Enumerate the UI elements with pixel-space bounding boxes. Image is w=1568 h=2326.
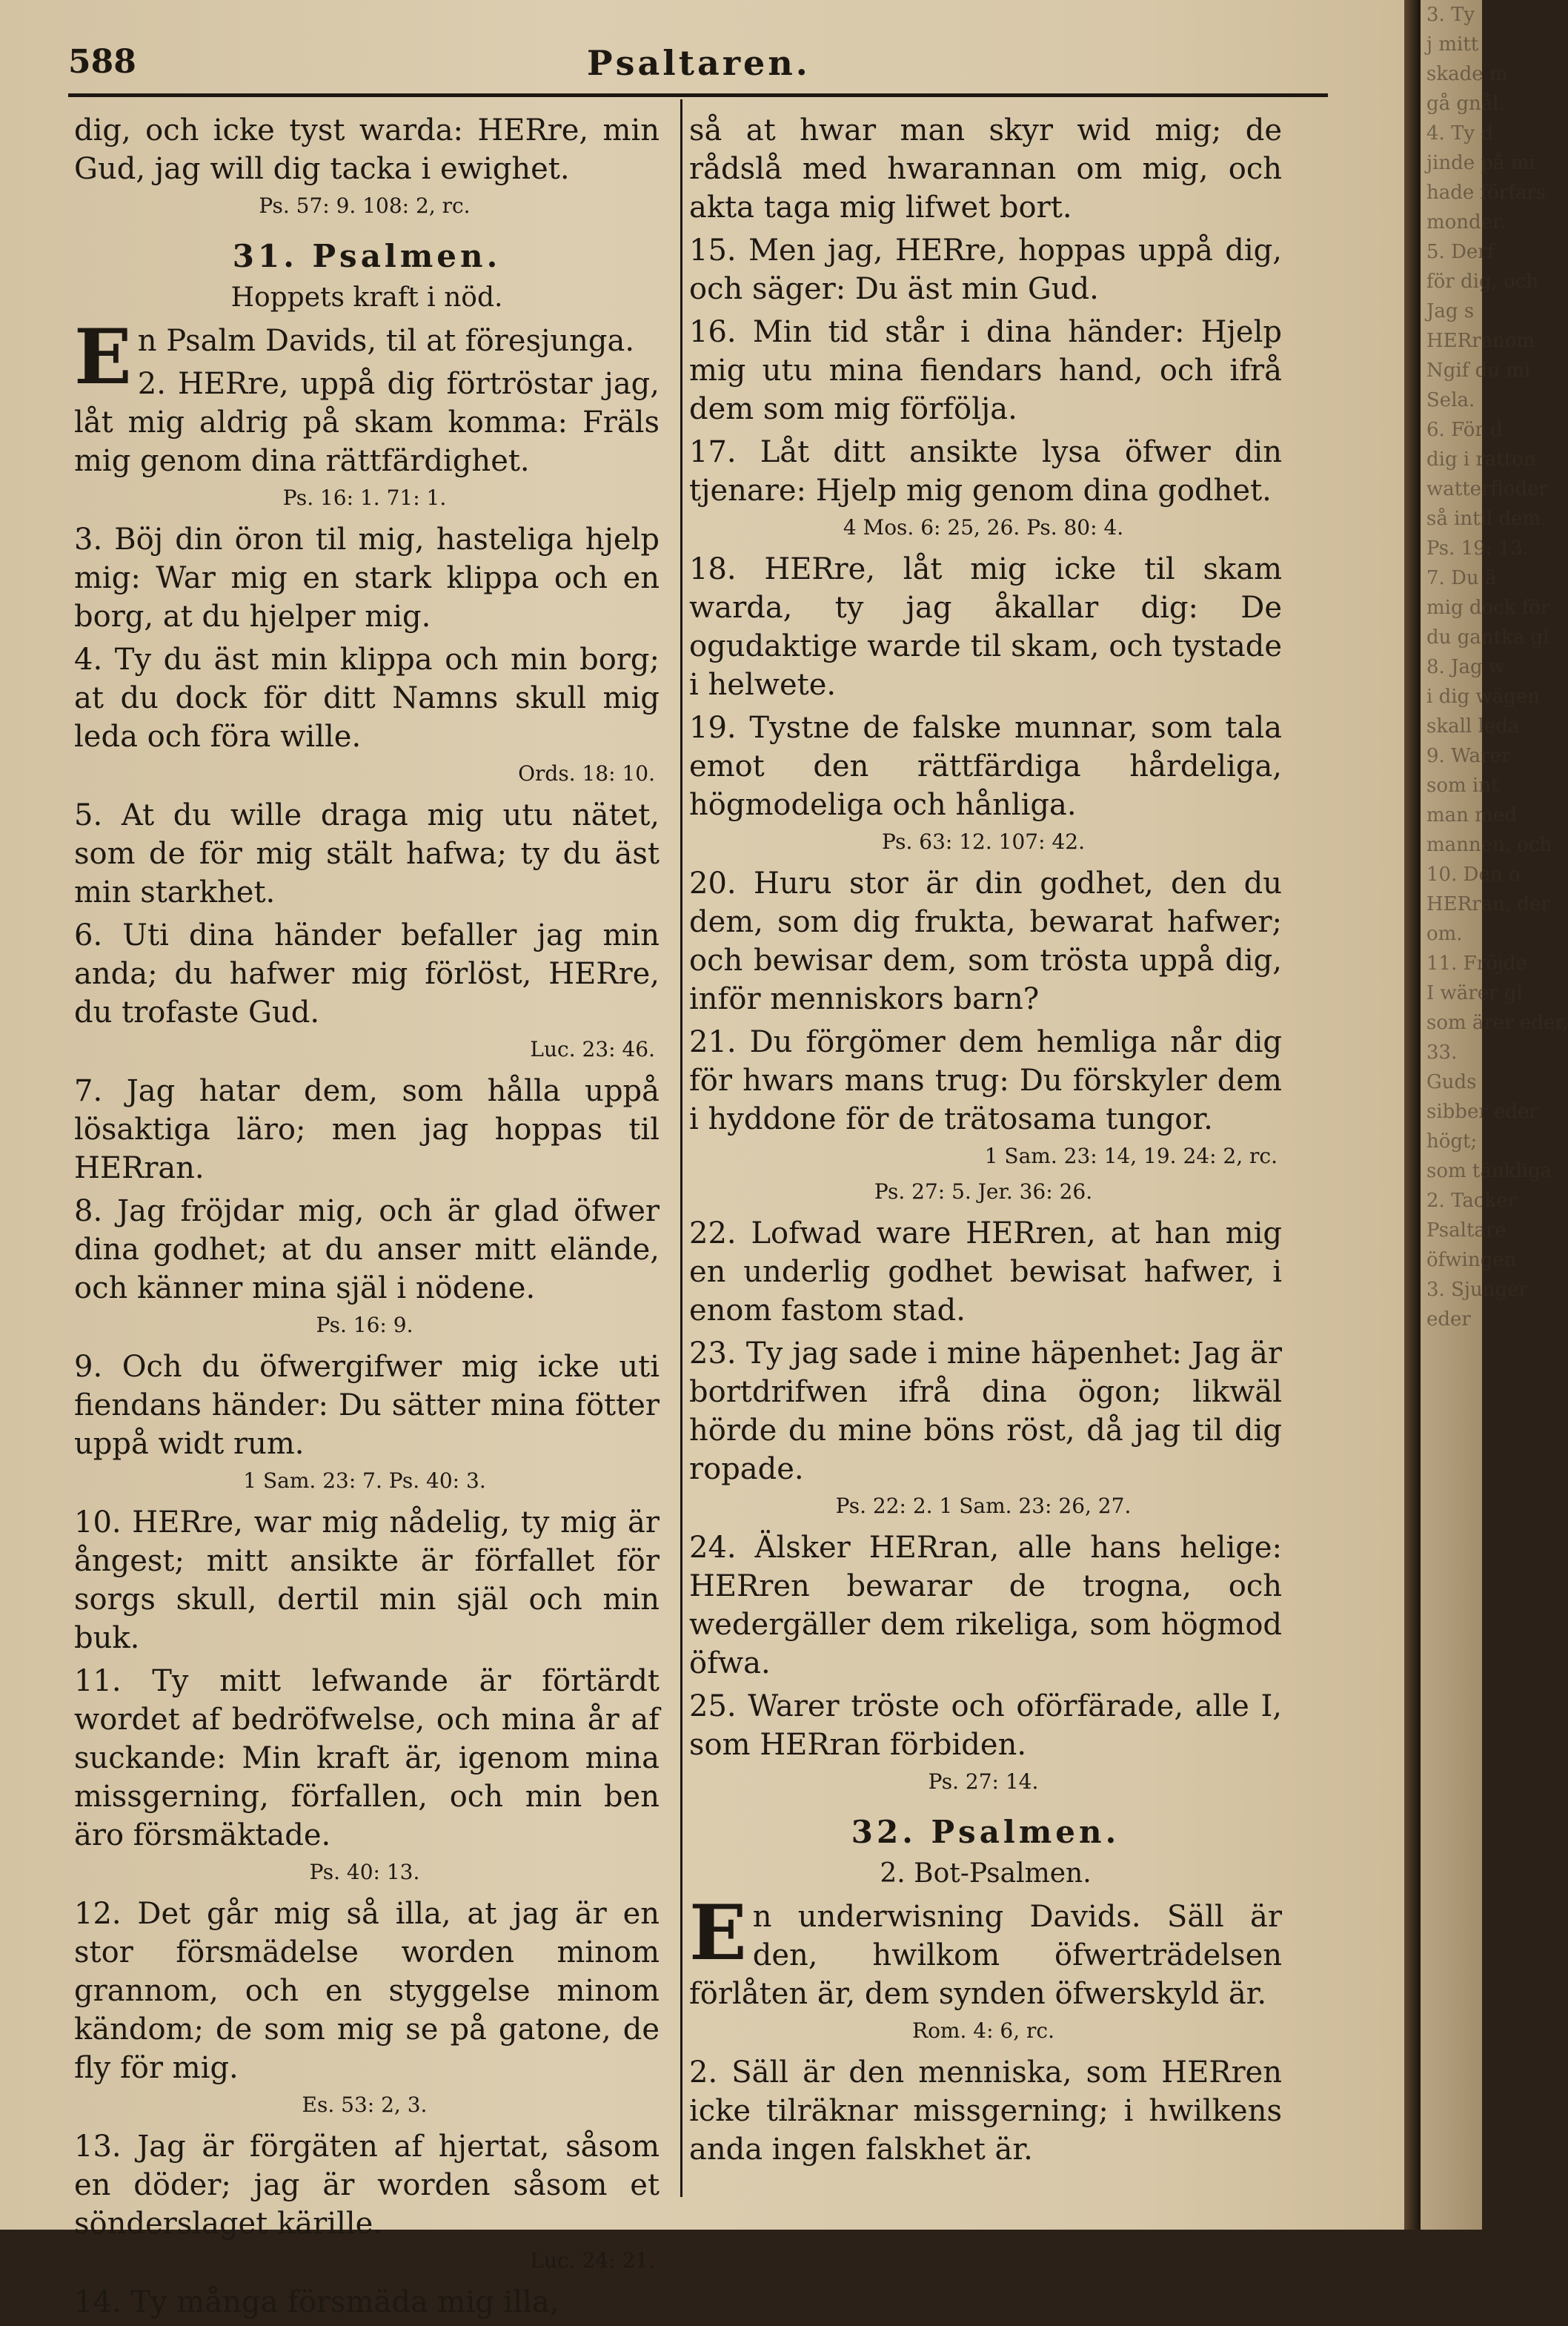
page-header <box>68 43 1328 90</box>
adjacent-page-fragment: om. <box>1426 923 1463 945</box>
column-divider <box>680 99 682 2197</box>
adjacent-page-fragment: man med <box>1426 804 1517 826</box>
adjacent-page-fragment: eder <box>1426 1308 1471 1331</box>
cross-reference: Ps. 57: 9. 108: 2, rc. <box>259 193 471 218</box>
adjacent-page-fragment: öfwingen <box>1426 1249 1517 1271</box>
verse-24: 24. Älsker HERran, alle hans helige: HERren bewarar de trogna, och wedergäller dem rikeliga, som högmod öfwa. <box>689 1531 1282 1680</box>
verse-14: 14. Ty många försmäda mig illa, <box>74 2285 559 2319</box>
adjacent-page-fragment: Psaltare <box>1426 1219 1506 1242</box>
psalm-31-intro <box>74 313 660 402</box>
adjacent-page-fragment: watterfloder <box>1426 478 1548 500</box>
drop-cap: E <box>689 1889 747 1978</box>
adjacent-page-fragment: 3. Ty <box>1426 4 1475 26</box>
book-gutter <box>1404 0 1421 2230</box>
adjacent-page-fragment: skade m <box>1426 63 1508 85</box>
adjacent-page-fragment: jinde på mi <box>1426 152 1535 174</box>
psalm-32-subtitle: 2. Bot-Psalmen. <box>880 1858 1092 1889</box>
header-rule <box>68 93 1328 97</box>
adjacent-page-fragment: gå gnål. <box>1426 93 1505 115</box>
adjacent-page-fragment: som tänkliga <box>1426 1160 1552 1182</box>
adjacent-page-fragment: 3. Sjunger <box>1426 1279 1528 1301</box>
cross-reference: Ps. 16: 9. <box>316 1313 413 1337</box>
verse-19: 19. Tystne de falske munnar, som tala emot den rättfärdiga hårdeliga, högmodeliga och hånliga. <box>689 711 1282 822</box>
intro-text: n underwisning Davids. Säll är den, hwilkom öfwerträdelsen förlåten är, dem synden öfwerskyld är. <box>689 1900 1282 2011</box>
verse-20: 20. Huru stor är din godhet, den du dem, som dig frukta, bewarat hafwer; och bewisar dem, som trösta uppå dig, inför menniskors barn? <box>689 867 1282 1016</box>
psalm-32-title: 32. Psalmen. <box>851 1814 1120 1850</box>
adjacent-page-fragment: monder. <box>1426 211 1506 233</box>
running-title: Psaltaren. <box>587 43 811 83</box>
adjacent-page-fragment: I wärer gl <box>1426 982 1523 1004</box>
adjacent-page-fragment: 7. Du ä <box>1426 567 1497 589</box>
cross-reference: Ps. 22: 2. 1 Sam. 23: 26, 27. <box>835 1494 1132 1518</box>
adjacent-page-fragment: så intil dem. <box>1426 508 1547 530</box>
drop-cap: E <box>74 313 132 402</box>
adjacent-page-fragment: hade förfars <box>1426 182 1547 204</box>
verse-22: 22. Lofwad ware HERren, at han mig en underlig godhet bewisat hafwer, i enom fastom stad. <box>689 1216 1282 1328</box>
verse-6: 6. Uti dina händer befaller jag min anda; du hafwer mig förlöst, HERre, du trofaste Gud. <box>74 918 660 1030</box>
verse-13: 13. Jag är förgäten af hjertat, såsom en döder; jag är worden såsom et sönderslaget kärille. <box>74 2130 660 2241</box>
adjacent-page-fragment: j mitt <box>1426 33 1479 56</box>
cross-reference: Luc. 23: 46. <box>530 1037 655 1061</box>
adjacent-page-fragment: dig i ratton <box>1426 448 1536 471</box>
adjacent-page-fragment: Ps. 19: 13. <box>1426 537 1529 560</box>
verse-25: 25. Warer tröste och oförfärade, alle I, som HERran förbiden. <box>689 1689 1282 1762</box>
adjacent-page-text <box>1421 0 1568 1334</box>
cross-reference: 4 Mos. 6: 25, 26. Ps. 80: 4. <box>843 515 1124 540</box>
verse-11: 11. Ty mitt lefwande är förtärdt wordet af bedröfwelse, och mina år af suckande: Min kraft är, igenom mina missgerning, förfallen, och min ben äro försmäktade. <box>74 1664 660 1852</box>
cross-reference: Ps. 40: 13. <box>309 1860 420 1884</box>
cross-reference: Ps. 27: 14. <box>928 1769 1039 1794</box>
adjacent-page-fragment: 6. För d <box>1426 419 1503 441</box>
verse-23: 23. Ty jag sade i mine häpenhet: Jag är bortdrifwen ifrå dina ögon; likwäl hörde du mine böns röst, då jag til dig ropade. <box>689 1336 1282 1486</box>
adjacent-page-fragment: 4. Ty d <box>1426 122 1494 145</box>
adjacent-page-fragment: 10. Den o <box>1426 864 1521 886</box>
adjacent-page-fragment: du gantka gl <box>1426 626 1549 649</box>
verse-17: 17. Låt ditt ansikte lysa öfwer din tjenare: Hjelp mig genom dina godhet. <box>689 435 1282 508</box>
adjacent-page-edge <box>1421 0 1568 2230</box>
adjacent-page-fragment: i dig wägen <box>1426 686 1540 708</box>
page-number: 588 <box>68 43 136 81</box>
verse-3: 3. Böj din öron til mig, hasteliga hjelp mig: War mig en stark klippa och en borg, at du hjelper mig. <box>74 523 660 634</box>
intro-text: n Psalm Davids, til at föresjunga. <box>137 324 635 358</box>
verse-5: 5. At du wille draga mig utu nätet, som de för mig stält hafwa; ty du äst min starkhet. <box>74 798 660 909</box>
verse-9: 9. Och du öfwergifwer mig icke uti fiendans händer: Du sätter mina fötter uppå widt rum. <box>74 1350 660 1461</box>
cross-reference: Ords. 18: 10. <box>518 761 655 786</box>
adjacent-page-fragment: mannen, och <box>1426 834 1552 856</box>
verse-21: 21. Du förgömer dem hemliga når dig för hwars mans trug: Du förskyler dem i hyddone för de trätosama tungor. <box>689 1025 1282 1136</box>
cross-reference: Ps. 63: 12. 107: 42. <box>882 829 1085 854</box>
adjacent-page-fragment: 9. Warer <box>1426 745 1511 767</box>
verse-16: 16. Min tid står i dina händer: Hjelp mig utu mina fiendars hand, och ifrå dem som mig förfölja. <box>689 315 1282 426</box>
left-column <box>74 111 660 2326</box>
cross-reference: 1 Sam. 23: 7. Ps. 40: 3. <box>243 1468 486 1493</box>
adjacent-page-fragment: mig dock för <box>1426 597 1550 619</box>
adjacent-page-fragment: 11. Fröjde <box>1426 952 1527 975</box>
adjacent-page-fragment: 8. Jag w <box>1426 656 1506 678</box>
adjacent-page-fragment: 33. <box>1426 1041 1458 1064</box>
verse-4: 4. Ty du äst min klippa och min borg; at du dock för ditt Namns skull mig leda och föra wille. <box>74 643 660 754</box>
verse-15: 15. Men jag, HERre, hoppas uppå dig, och säger: Du äst min Gud. <box>689 233 1282 306</box>
cross-reference: Ps. 16: 1. 71: 1. <box>282 486 447 510</box>
cross-reference: Rom. 4: 6, rc. <box>911 2018 1055 2043</box>
adjacent-page-fragment: 5. Derf <box>1426 241 1495 263</box>
verse-text: så at hwar man skyr wid mig; de rådslå med hwarannan om mig, och akta taga mig lifwet bort. <box>689 113 1282 225</box>
adjacent-page-fragment: HERranom <box>1426 330 1535 352</box>
psalm-31-title: 31. Psalmen. <box>232 238 502 274</box>
psalm-31-subtitle: Hoppets kraft i nöd. <box>230 282 503 313</box>
adjacent-page-fragment: som ärer eder, <box>1426 1012 1568 1034</box>
verse-text: dig, och icke tyst warda: HERre, min Gud, jag will dig tacka i ewighet. <box>74 113 660 186</box>
adjacent-page-fragment: skall leda <box>1426 715 1520 738</box>
cross-reference: Es. 53: 2, 3. <box>302 2093 428 2117</box>
adjacent-page-fragment: 2. Tacker <box>1426 1190 1518 1212</box>
verse-12: 12. Det går mig så illa, at jag är en stor försmädelse worden minom grannom, och en styggelse minom kändom; de som mig se på gatone, de fly för mig. <box>74 1897 660 2085</box>
adjacent-page-fragment: Ngif du mi <box>1426 359 1531 382</box>
adjacent-page-fragment: Guds <box>1426 1071 1477 1093</box>
adjacent-page-fragment: för dig, och <box>1426 271 1539 293</box>
verse-18: 18. HERre, låt mig icke til skam warda, ty jag åkallar dig: De ogudaktige warde til skam, och tystade i helwete. <box>689 552 1282 702</box>
adjacent-page-fragment: som int <box>1426 775 1499 797</box>
cross-reference: Luc. 24: 21. <box>530 2248 655 2273</box>
cross-reference: 1 Sam. 23: 14, 19. 24: 2, rc. <box>984 1144 1278 1168</box>
psalm-32-intro <box>689 1889 1282 2013</box>
verse-8: 8. Jag fröjdar mig, och är glad öfwer dina godhet; at du anser mitt elände, och känner mina själ i nödene. <box>74 1194 660 1305</box>
cross-reference: Ps. 27: 5. Jer. 36: 26. <box>874 1179 1093 1204</box>
adjacent-page-fragment: HERran, der <box>1426 893 1550 915</box>
verse-10: 10. HERre, war mig nådelig, ty mig är ångest; mitt ansikte är förfallet för sorgs skull, dertil min själ och min buk. <box>74 1505 660 1655</box>
adjacent-page-fragment: Jag s <box>1426 300 1475 322</box>
adjacent-page-fragment: sibber eder <box>1426 1101 1538 1123</box>
psalm-32-verse-2: 2. Säll är den menniska, som HERren icke tilräknar missgerning; i hwilkens anda ingen falskhet är. <box>689 2055 1282 2167</box>
adjacent-page-fragment: högt; <box>1426 1130 1478 1153</box>
verse-2: 2. HERre, uppå dig förtröstar jag, låt mig aldrig på skam komma: Fräls mig genom dina rättfärdighet. <box>74 367 660 478</box>
adjacent-page-fragment: Sela. <box>1426 389 1475 411</box>
right-column <box>689 111 1282 2173</box>
verse-7: 7. Jag hatar dem, som hålla uppå lösaktiga läro; men jag hoppas til HERran. <box>74 1074 660 1185</box>
